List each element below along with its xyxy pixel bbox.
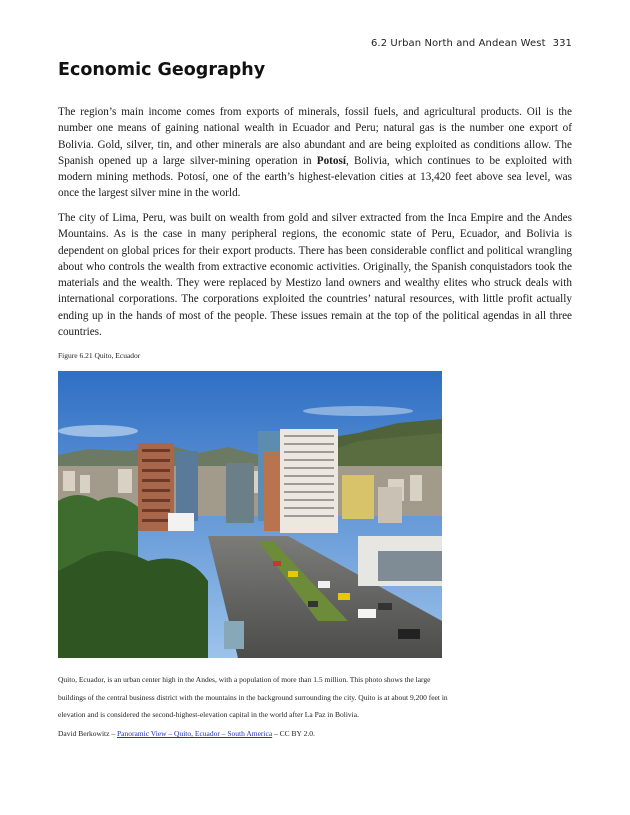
quito-photo xyxy=(58,371,442,658)
running-header-section: 6.2 Urban North and Andean West xyxy=(370,38,546,49)
running-header xyxy=(371,38,572,49)
figure-caption: Quito, Ecuador, is an urban center high in the Andes, with a population of more than 1.5 million. This photo shows the large buildings of the central business district with the mountains in the background surrounding the city. Quito is at about 9,200 feet in elevation and is considered the second-highest-elevation capital in the world after La Paz in Bolivia. xyxy=(58,675,448,719)
paragraph-income-start: The region’s main income comes from exports of minerals, fossil fuels, and agricultural products. Oil is the number one means of gaining national wealth in Ecuador and Peru; natural gas is the number one export of Bolivia. Gold, silver, tin, and other minerals are also abundant and are being exploited as conditions allow. The Spanish opened up a large silver-mining operation in xyxy=(58,106,572,167)
section-title: Economic Geography xyxy=(58,60,266,80)
credit-license: – CC BY 2.0. xyxy=(272,729,315,738)
potosi-bold-term: Potosí xyxy=(316,154,346,167)
credit-source-link[interactable]: Panoramic View – Quito, Ecuador – South America xyxy=(116,729,273,738)
paragraph-income-end: , Bolivia, which continues to be exploited with modern mining methods. Potosí, one of the earth’s highest-elevation cities at 13,420 feet above sea level, was once the largest silver mine in the world. xyxy=(58,154,572,200)
quito-photo-illustration xyxy=(58,371,442,658)
paragraph-lima: The city of Lima, Peru, was built on wealth from gold and silver extracted from the Inca Empire and the Andes Mountains. As is the case in many peripheral regions, the economic state of Peru, Ecuador, and Bolivia is dependent on global prices for their export products. There has been considerable conflict and political wrangling about who controls the wealth from extractive economic activities. Originally, the Spanish conquistadors took the materials and the wealth. They were replaced by Mestizo land owners and wealthy elites who struck deals with international corporations. The corporations exploited the countries’ natural resources, with little profit actually ending up in the hands of most of the people. These issues remain at the top of the political agendas in all three countries. xyxy=(58,212,572,339)
photo-credit xyxy=(58,729,315,738)
paragraph-income xyxy=(58,104,572,202)
credit-author: David Berkowitz – xyxy=(58,729,117,738)
figure-label: Figure 6.21 Quito, Ecuador xyxy=(58,351,141,360)
page-number: 331 xyxy=(552,38,572,49)
